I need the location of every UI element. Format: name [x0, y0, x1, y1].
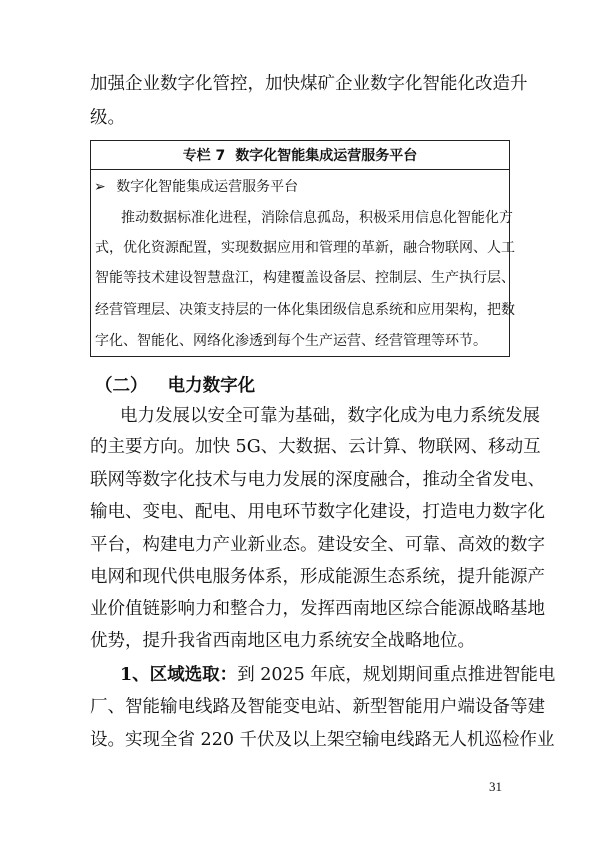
feature-box-line: 字化、智能化、网络化渗透到每个生产运营、经营管理等环节。 — [95, 333, 487, 349]
feature-box-line: 智能等技术建设智慧盘江，构建覆盖设备层、控制层、生产执行层、 — [95, 270, 515, 286]
feature-box-subheading-row — [94, 180, 298, 194]
intro-line-2: 级。 — [90, 108, 125, 128]
paragraph-line: 优势，提升我省西南地区电力系统安全战略地位。 — [90, 631, 475, 651]
feature-box-line: 推动数据标准化进程，消除信息孤岛，积极采用信息化智能化方 — [121, 210, 513, 226]
arrow-bullet-icon: ➢ — [94, 179, 106, 195]
section-heading — [95, 372, 255, 397]
paragraph-line: 电网和现代供电服务体系，形成能源生态系统，提升能源产 — [90, 567, 545, 587]
feature-box-subheading: 数字化智能集成运营服务平台 — [116, 179, 299, 195]
paragraph-line: 电力发展以安全可靠为基础，数字化成为电力系统发展 — [120, 406, 540, 426]
paragraph-line: 输电、变电、配电、用电环节数字化建设，打造电力数字化 — [90, 502, 545, 522]
paragraph2-line-3: 设。实现全省 220 千伏及以上架空输电线路无人机巡检作业 — [90, 730, 555, 750]
section-number: （二） — [95, 376, 148, 396]
paragraph-line: 平台，构建电力产业新业态。建设安全、可靠、高效的数字 — [90, 535, 545, 555]
intro-line-1: 加强企业数字化管控，加快煤矿企业数字化智能化改造升 — [90, 74, 528, 94]
paragraph2-line-1 — [120, 667, 555, 685]
paragraph-line: 的主要方向。加快 5G、大数据、云计算、物联网、移动互 — [90, 437, 541, 457]
page-number: 31 — [489, 779, 502, 794]
section-title: 电力数字化 — [167, 376, 256, 396]
feature-box-line: 经营管理层、决策支持层的一体化集团级信息系统和应用架构，把数 — [95, 302, 515, 318]
paragraph2-line-1-text: 到 2025 年底，规划期间重点推进智能电 — [237, 665, 556, 685]
feature-box-title: 数字化智能集成运营服务平台 — [235, 148, 418, 164]
paragraph2-lead: 1、区域选取： — [120, 665, 238, 685]
feature-box-header — [91, 141, 509, 170]
paragraph-line: 联网等数字化技术与电力发展的深度融合，推动全省发电、 — [90, 470, 545, 490]
feature-box — [90, 140, 515, 357]
paragraph2-line-2: 厂、智能输电线路及智能变电站、新型智能用户端设备等建 — [90, 697, 545, 717]
feature-box-number: 专栏 7 — [182, 148, 226, 164]
feature-box-line: 式，优化资源配置，实现数据应用和管理的革新，融合物联网、人工 — [95, 240, 515, 256]
paragraph-line: 业价值链影响力和整合力，发挥西南地区综合能源战略基地 — [90, 599, 545, 619]
